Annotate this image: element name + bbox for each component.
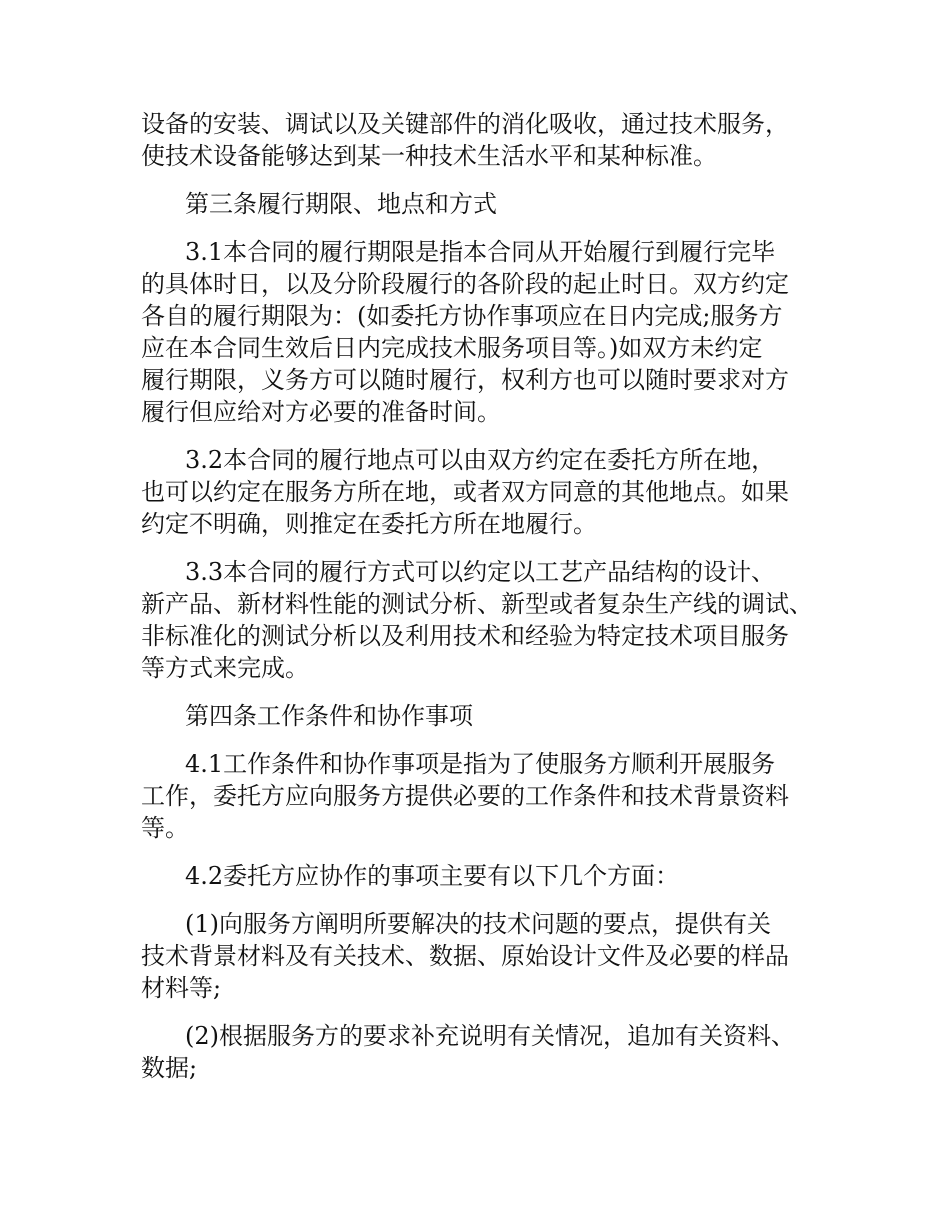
paragraph-item-2: (2)根据服务方的要求补充说明有关情况，追加有关资料、 数据; — [141, 1022, 795, 1082]
paragraph-4-2-cooperation: 4.2委托方应协作的事项主要有以下几个方面： — [185, 862, 680, 890]
document-body — [141, 108, 821, 1100]
paragraph-3-2-location: 3.2本合同的履行地点可以由双方约定在委托方所在地， 也可以约定在服务方所在地，或者双方同意的其他地点。如果 约定不明确，则推定在委托方所在地履行。 — [141, 446, 789, 538]
heading-article-3: 第三条履行期限、地点和方式 — [185, 190, 497, 218]
paragraph-item-1: (1)向服务方阐明所要解决的技术问题的要点，提供有关 技术背景材料及有关技术、数据、原始设计文件及必要的样品 材料等; — [141, 910, 789, 1002]
paragraph-3-1-period: 3.1本合同的履行期限是指本合同从开始履行到履行完毕 的具体时日，以及分阶段履行的各阶段的起止时日。双方约定 各自的履行期限为：(如委托方协作事项应在日内完成;服务方 应在本合同生效后日内完成技术服务项目等。)如双方未约定 履行期限，义务方可以随时履行，权利方也可以随时要求对方 履行但应给对方必要的准备时间。 — [141, 238, 789, 426]
paragraph-3-3-method: 3.3本合同的履行方式可以约定以工艺产品结构的设计、 新产品、新材料性能的测试分析、新型或者复杂生产线的调试、 非标准化的测试分析以及利用技术和经验为特定技术项目服务 等方式来完成。 — [141, 558, 813, 682]
paragraph-equipment-service: 设备的安装、调试以及关键部件的消化吸收，通过技术服务， 使技术设备能够达到某一种技术生活水平和某种标准。 — [141, 110, 789, 170]
heading-article-4: 第四条工作条件和协作事项 — [185, 702, 473, 730]
paragraph-4-1-conditions: 4.1工作条件和协作事项是指为了使服务方顺利开展服务 工作，委托方应向服务方提供必要的工作条件和技术背景资料 等。 — [141, 750, 789, 842]
